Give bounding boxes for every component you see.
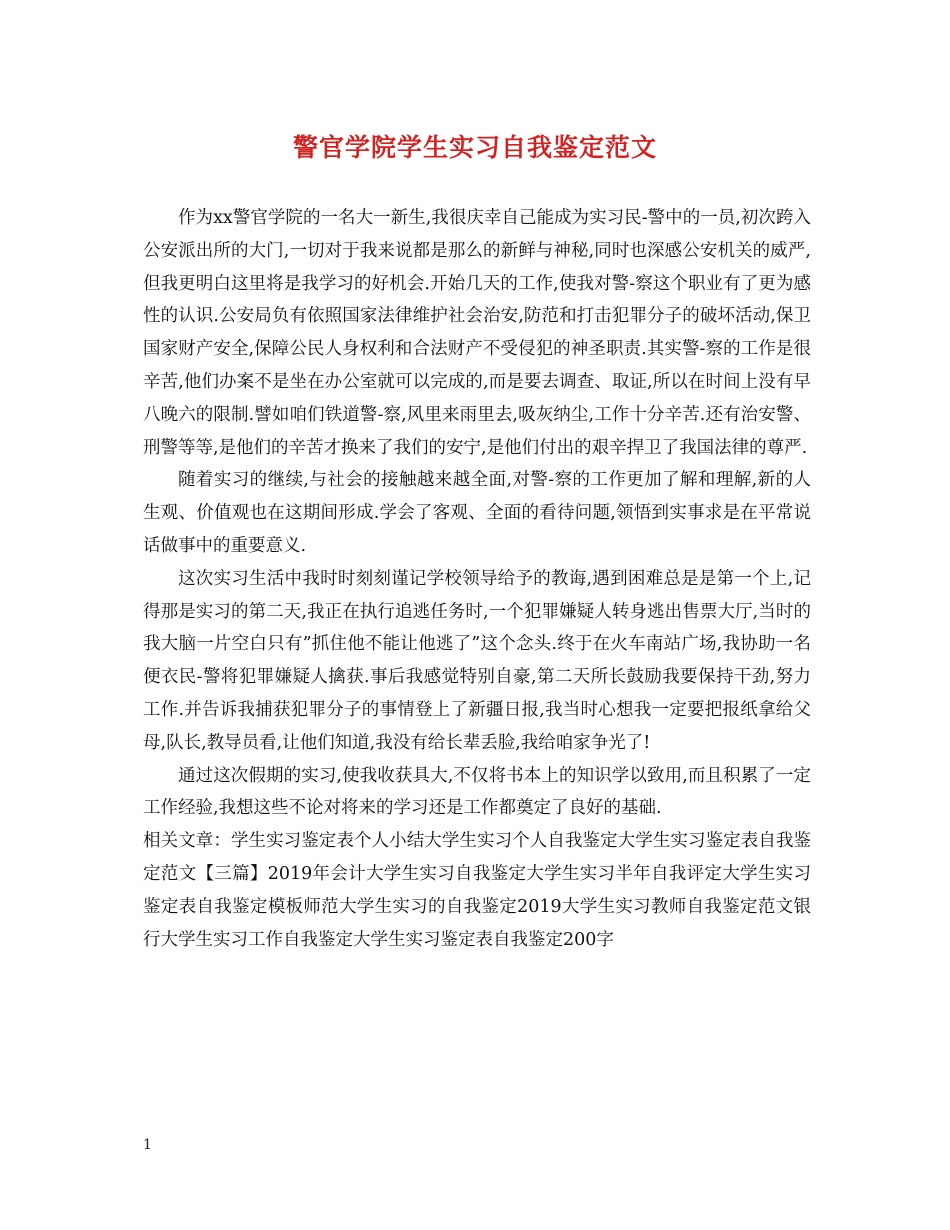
paragraph-2: 随着实习的继续,与社会的接触越来越全面,对警-察的工作更加了解和理解,新的人生观、价值观也在这期间形成.学会了客观、全面的看待问题,领悟到实事求是在平常说话做事中的重要意义. bbox=[143, 470, 811, 556]
document-title: 警官学院学生实习自我鉴定范文 bbox=[292, 133, 657, 162]
related-articles: 相关文章：学生实习鉴定表个人小结大学生实习个人自我鉴定大学生实习鉴定表自我鉴定范文【三篇】2019年会计大学生实习自我鉴定大学生实习半年自我评定大学生实习鉴定表自我鉴定模板师范大学生实习的自我鉴定2019大学生实习教师自我鉴定范文银行大学生实习工作自我鉴定大学生实习鉴定表自我鉴定200字 bbox=[143, 831, 811, 950]
paragraph-1: 作为xx警官学院的一名大一新生,我很庆幸自己能成为实习民-警中的一员,初次跨入公安派出所的大门,一切对于我来说都是那么的新鲜与神秘,同时也深感公安机关的威严,但我更明白这里将是我学习的好机会.开始几天的工作,使我对警-察这个职业有了更为感性的认识.公安局负有依照国家法律维护社会治安,防范和打击犯罪分子的破坏活动,保卫国家财产安全,保障公民人身权利和合法财产不受侵犯的神圣职责.其实警-察的工作是很辛苦,他们办案不是坐在办公室就可以完成的,而是要去调查、取证,所以在时间上没有早八晚六的限制.譬如咱们铁道警-察,风里来雨里去,吸灰纳尘,工作十分辛苦.还有治安警、刑警等等,是他们的辛苦才换来了我们的安宁,是他们付出的艰辛捍卫了我国法律的尊严. bbox=[143, 208, 811, 458]
page-number: 1 bbox=[143, 1137, 152, 1153]
paragraph-4: 通过这次假期的实习,使我收获具大,不仅将书本上的知识学以致用,而且积累了一定工作经验,我想这些不论对将来的学习还是工作都奠定了良好的基础. bbox=[143, 765, 811, 819]
document-body bbox=[143, 202, 811, 956]
paragraph-3: 这次实习生活中我时时刻刻谨记学校领导给予的教诲,遇到困难总是是第一个上,记得那是实习的第二天,我正在执行追逃任务时,一个犯罪嫌疑人转身逃出售票大厅,当时的我大脑一片空白只有”抓住他不能让他逃了”这个念头.终于在火车南站广场,我协助一名便衣民-警将犯罪嫌疑人擒获.事后我感觉特别自豪,第二天所长鼓励我要保持干劲,努力工作.并告诉我捕获犯罪分子的事情登上了新疆日报,我当时心想我一定要把报纸拿给父母,队长,教导员看,让他们知道,我没有给长辈丢脸,我给咱家争光了! bbox=[143, 568, 811, 753]
